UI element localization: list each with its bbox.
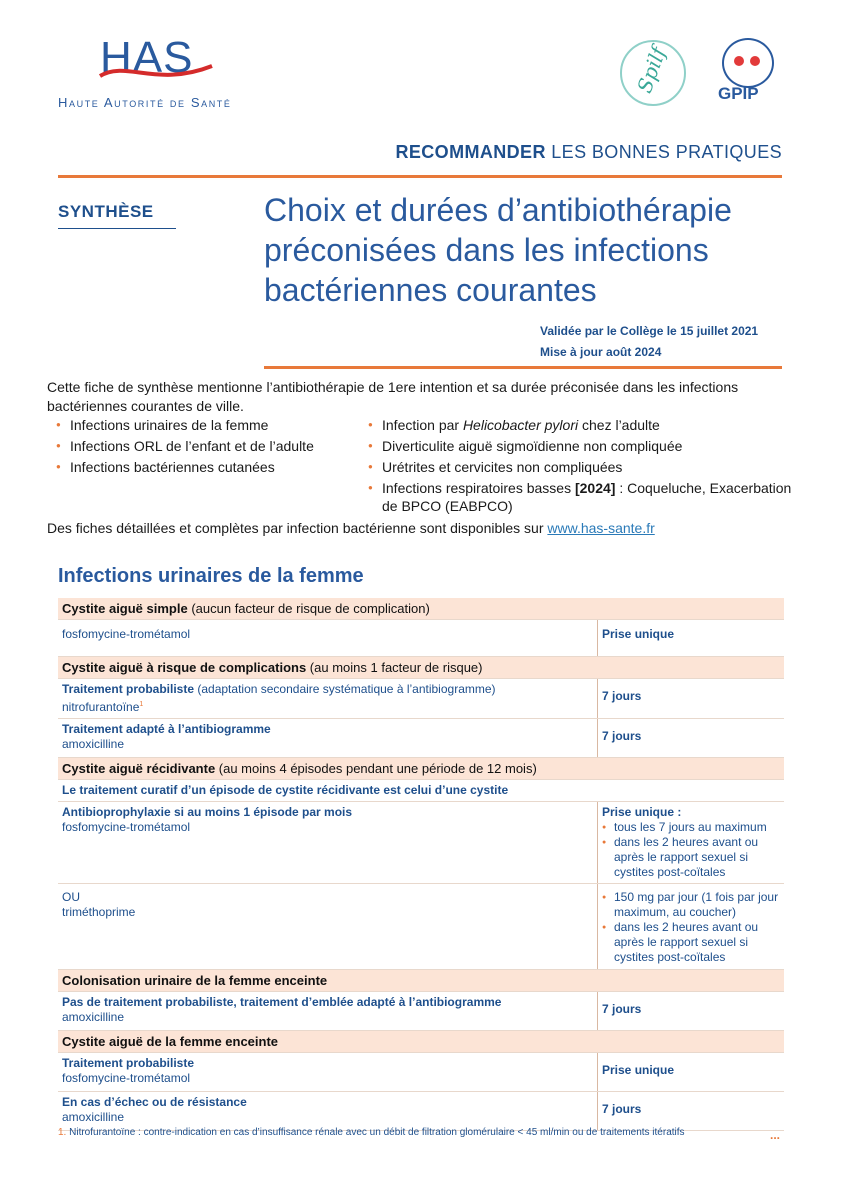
list-item: ● Infections bactériennes cutanées [54, 458, 354, 476]
table-row: OU triméthoprime ● 150 mg par jour (1 fois par jour maximum, au coucher) ● dans les 2 heures avant ou après le rapport sexuel si cystites post-coïtales [58, 884, 784, 970]
has-logo-swoosh [96, 58, 216, 88]
table-row: Le traitement curatif d’un épisode de cystite récidivante est celui d’une cystite [58, 780, 784, 802]
tagline-rest: LES BONNES PRATIQUES [545, 142, 782, 162]
has-logo-subtitle: Haute Autorité de Santé [58, 95, 232, 110]
has-sante-link[interactable]: www.has-sante.fr [547, 520, 655, 536]
continuation-dots: ... [770, 1128, 781, 1142]
table-row: Traitement probabiliste (adaptation secondaire systématique à l’antibiogramme) nitrofurantoïne$^1$ 7 jours [58, 679, 784, 719]
treatment-table [58, 598, 784, 1131]
title-divider [264, 366, 782, 369]
has-logo-letters: HAS [100, 33, 194, 82]
infection-list-left [54, 416, 354, 479]
page-title: Choix et durées d’antibiothérapie préconisées dans les infections bactériennes courantes [264, 192, 732, 308]
update-date: Mise à jour août 2024 [540, 345, 662, 359]
list-item: ● dans les 2 heures avant ou après le rapport sexuel si cystites post-coïtales [602, 920, 780, 965]
infection-list-right [366, 416, 796, 518]
validation-date: Validée par le Collège le 15 juillet 2021 [540, 324, 759, 338]
table-row: fosfomycine-trométamol Prise unique [58, 620, 784, 657]
spilf-logo-text: Spilf [632, 43, 671, 97]
table-row: Traitement adapté à l’antibiogramme amoxicilline 7 jours [58, 719, 784, 758]
table-row: En cas d’échec ou de résistance amoxicilline 7 jours [58, 1092, 784, 1131]
table-header-row: Cystite aiguë à risque de complications (au moins 1 facteur de risque) [58, 657, 784, 679]
tagline-bold: RECOMMANDER [395, 142, 546, 162]
table-header-row: Cystite aiguë récidivante (au moins 4 épisodes pendant une période de 12 mois) [58, 758, 784, 780]
list-item: ● Infections ORL de l’enfant et de l’adulte [54, 437, 354, 455]
gpip-logo-text: GPIP [718, 84, 759, 103]
list-item: ● dans les 2 heures avant ou après le rapport sexuel si cystites post-coïtales [602, 835, 780, 880]
table-header-row: Colonisation urinaire de la femme enceinte [58, 970, 784, 992]
tagline [370, 142, 782, 163]
spilf-logo [620, 40, 686, 106]
gpip-face-icon [722, 38, 774, 88]
intro-text: Cette fiche de synthèse mentionne l’antibiothérapie de 1ere intention et sa durée préconisée dans les infections bactériennes courantes de ville. [47, 379, 739, 414]
list-item: ● Infections urinaires de la femme [54, 416, 354, 434]
gpip-logo [712, 38, 782, 106]
table-row: Pas de traitement probabiliste, traitement d’emblée adapté à l’antibiogramme amoxicilline 7 jours [58, 992, 784, 1031]
list-item: ● Infections respiratoires basses [2024] : Coqueluche, Exacerbation de BPCO (EABPCO) [366, 479, 796, 515]
table-header-row: Cystite aiguë simple (aucun facteur de risque de complication) [58, 598, 784, 620]
section-title: Infections urinaires de la femme [58, 565, 364, 587]
top-divider [58, 175, 782, 178]
table-row: Antibioprophylaxie si au moins 1 épisode par mois fosfomycine-trométamol Prise unique : ● tous les 7 jours au maximum ● dans les 2 heures avant ou après le rapport sexuel si cystites post-coïtales [58, 802, 784, 884]
list-item: ● Infection par Helicobacter pylori chez l’adulte [366, 416, 796, 434]
footnote: 1. Nitrofurantoïne : contre-indication en cas d’insuffisance rénale avec un débit de filtration glomérulaire < 45 ml/min ou de traitements itératifs [58, 1127, 685, 1138]
table-row: Traitement probabiliste fosfomycine-trométamol Prise unique [58, 1053, 784, 1092]
has-logo [100, 33, 194, 82]
list-item: ● Diverticulite aiguë sigmoïdienne non compliquée [366, 437, 796, 455]
table-header-row: Cystite aiguë de la femme enceinte [58, 1031, 784, 1053]
document-type-label: SYNTHÈSE [58, 202, 154, 221]
fiches-text: Des fiches détaillées et complètes par infection bactérienne sont disponibles sur www.has-sante.fr [47, 520, 655, 536]
label-underline [58, 228, 176, 229]
list-item: ● tous les 7 jours au maximum [602, 820, 780, 835]
list-item: ● 150 mg par jour (1 fois par jour maximum, au coucher) [602, 890, 780, 920]
list-item: ● Urétrites et cervicites non compliquées [366, 458, 796, 476]
